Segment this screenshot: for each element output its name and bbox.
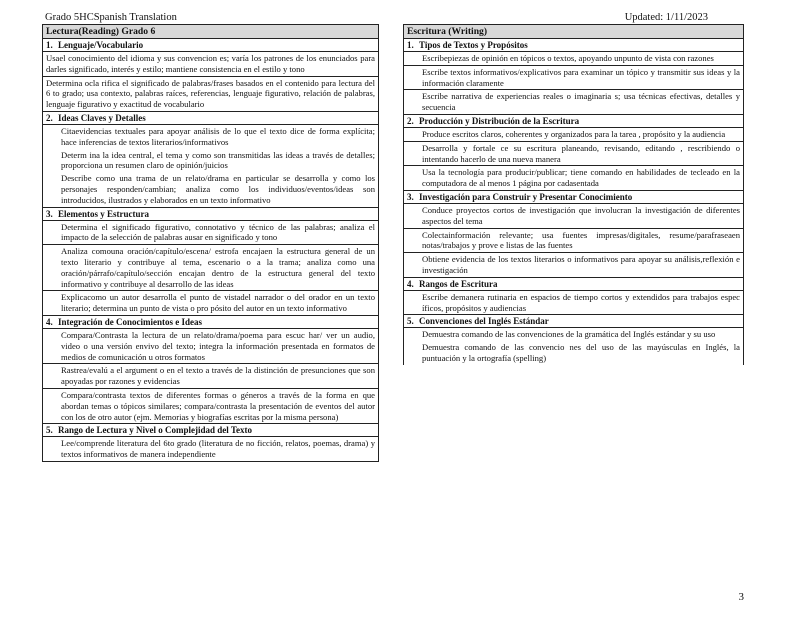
reading-standards-table: [42, 24, 379, 462]
standard-item: Produce escritos claros, coherentes y organizados para la tarea , propósito y la audiencia: [404, 128, 743, 142]
section-title: Rango de Lectura y Nivel o Complejidad del Texto: [58, 425, 253, 436]
section-number: 1.: [46, 40, 53, 50]
section-heading: [43, 39, 378, 52]
standard-item: Usa la tecnología para producir/publicar; tiene comando en habilidades de tecleado en la computadora de al menos 1 página por cadasentada: [404, 166, 743, 191]
standard-item: Escribepiezas de opinión en tópicos o textos, apoyando unpunto de vista con razones: [404, 52, 743, 66]
section-number: 5.: [407, 316, 414, 327]
section-number: 3.: [46, 208, 53, 219]
standard-item: Escribe narrativa de experiencias reales o imaginaria s; usa técnicas efectivas, detalles y secuencia: [404, 90, 743, 115]
section-title: Lenguaje/Vocabulario: [58, 40, 144, 50]
writing-table-title: Escritura (Writing): [404, 25, 743, 39]
standard-item: Escribe textos informativos/explicativos para examinar un tópico y transmitir sus ideas y la información claramente: [404, 66, 743, 91]
standard-item: Colectainformación relevante; usa fuentes impresas/digitales, resume/parafraseaen notas/trabajos y prove e listas de las fuentes: [404, 229, 743, 254]
standard-item: Usael conocimiento del idioma y sus convencion es; varía los patrones de los enunciados para darles significado, interés y estilo; mantiene consistencia en el estilo y tono: [43, 52, 378, 77]
standard-item: Compara/Contrasta la lectura de un relato/drama/poema para escuc har/ ver un audio, video o una versión envivo del texto; integra la información presentada en formatos de medios de comunicación u otros formatos: [43, 329, 378, 364]
section-title: Ideas Claves y Detalles: [58, 112, 146, 123]
section-heading: [404, 315, 743, 328]
standard-item: Determina el significado figurativo, connotativo y técnico de las palabras; analiza el impacto de la selección de palabras ausar en significado y tono: [43, 221, 378, 246]
standard-item: Describe como una trama de un relato/drama en particular se desarrolla y como los personajes responden/cambian; analiza como los individuos/eventos/ideas son introducidos, ilustrados y elaborados en un texto informativo: [43, 172, 378, 207]
section-number: 5.: [46, 425, 53, 436]
section-heading: [43, 316, 378, 329]
section-title: Elementos y Estructura: [58, 208, 149, 219]
section-number: 3.: [407, 191, 414, 202]
reading-table-title: Lectura(Reading) Grado 6: [43, 25, 378, 39]
section-heading: [43, 112, 378, 125]
standard-item: Conduce proyectos cortos de investigación que involucran la investigación de diferentes aspectos del tema: [404, 204, 743, 229]
standard-item: Escribe demanera rutinaria en espacios de tiempo cortos y extendidos para trabajos espec íficos, propósitos y audiencias: [404, 291, 743, 316]
section-number: 4.: [407, 278, 414, 289]
document-header-left: Grado 5HCSpanish Translation: [45, 12, 177, 23]
section-heading: [43, 424, 378, 437]
section-title: Convenciones del Inglés Estándar: [419, 316, 549, 327]
section-number: 1.: [407, 40, 414, 50]
standard-item: Explicacomo un autor desarrolla el punto de vistadel narrador o del orador en un texto literario; determina un punto de vista o pro pósito del autor en un texto informativo: [43, 291, 378, 316]
standard-item: Demuestra comando de las convenciones de la gramática del Inglés estándar y su uso: [422, 329, 716, 340]
section-heading: [43, 208, 378, 221]
writing-standards-table: [403, 24, 744, 365]
standard-item: Rastrea/evalú a el argument o en el texto a través de la distinción de presunciones que son apoyadas por razones y evidencias: [43, 364, 378, 389]
section-heading: [404, 115, 743, 128]
section-title: Producción y Distribución de la Escritura: [419, 115, 580, 126]
document-header-updated: Updated: 1/11/2023: [624, 12, 708, 23]
standard-item: Desarrolla y fortale ce su escritura planeando, revisando, editando , rescribiendo o intentando hacerlo de una nueva manera: [404, 142, 743, 167]
section-title: Integración de Conocimientos e Ideas: [58, 316, 202, 327]
section-heading: [404, 39, 743, 52]
standard-item: Compara/contrasta textos de diferentes formas o géneros a través de la forma en que abordan temas o tópicos similares; compara/contrasta la presentación de eventos del autor con los de otro autor (ejm. Memorias y biografías escritas por la misma persona): [43, 389, 378, 424]
standard-item: Lee/comprende literatura del 6to grado (literatura de no ficción, relatos, poemas, drama) y textos informativos de manera independiente: [61, 438, 375, 460]
section-number: 4.: [46, 316, 53, 327]
section-title: Tipos de Textos y Propósitos: [419, 40, 528, 50]
section-number: 2.: [46, 112, 53, 123]
page-number: 3: [738, 591, 744, 603]
section-title: Rangos de Escritura: [419, 278, 498, 289]
standard-item: Determ ina la idea central, el tema y como son transmitidas las ideas a través de detalles; proporciona un resumen claro de opinión/juicios: [61, 149, 375, 171]
section-heading: [404, 278, 743, 291]
standard-item: Obtiene evidencia de los textos literarios o informativos para apoyar su análisis,reflexión e investigación: [404, 253, 743, 278]
standard-item: Citaevidencias textuales para apoyar análisis de lo que el texto dice de forma explícita; hace inferencias de textos literarios/informativos: [61, 125, 375, 147]
standard-item: Analiza comouna oración/capítulo/escena/ estrofa encajaen la estructura general de un texto literario y contribuye al tema, escenario o a la trama; analiza como una oración/párrafo/capítulo/sección encajan dentro de la estructura general del texto informativo y contribuye al desarrollo de las ideas: [43, 245, 378, 291]
section-number: 2.: [407, 115, 414, 126]
section-heading: [404, 191, 743, 204]
standard-item: Demuestra comando de las convencio nes del uso de las mayúsculas en Inglés, la puntuación y la ortografía (spelling): [422, 342, 740, 363]
standard-item: Determina ocla rifica el significado de palabras/frases basados en el contenido para lectura del 6 to grado; usa contexto, palabras raíces, referencias, lenguaje figurativo, relación de palabras, lenguaje figurativo y exactitud de vocabulario: [43, 77, 378, 112]
section-title: Investigación para Construir y Presentar Conocimiento: [419, 191, 633, 202]
